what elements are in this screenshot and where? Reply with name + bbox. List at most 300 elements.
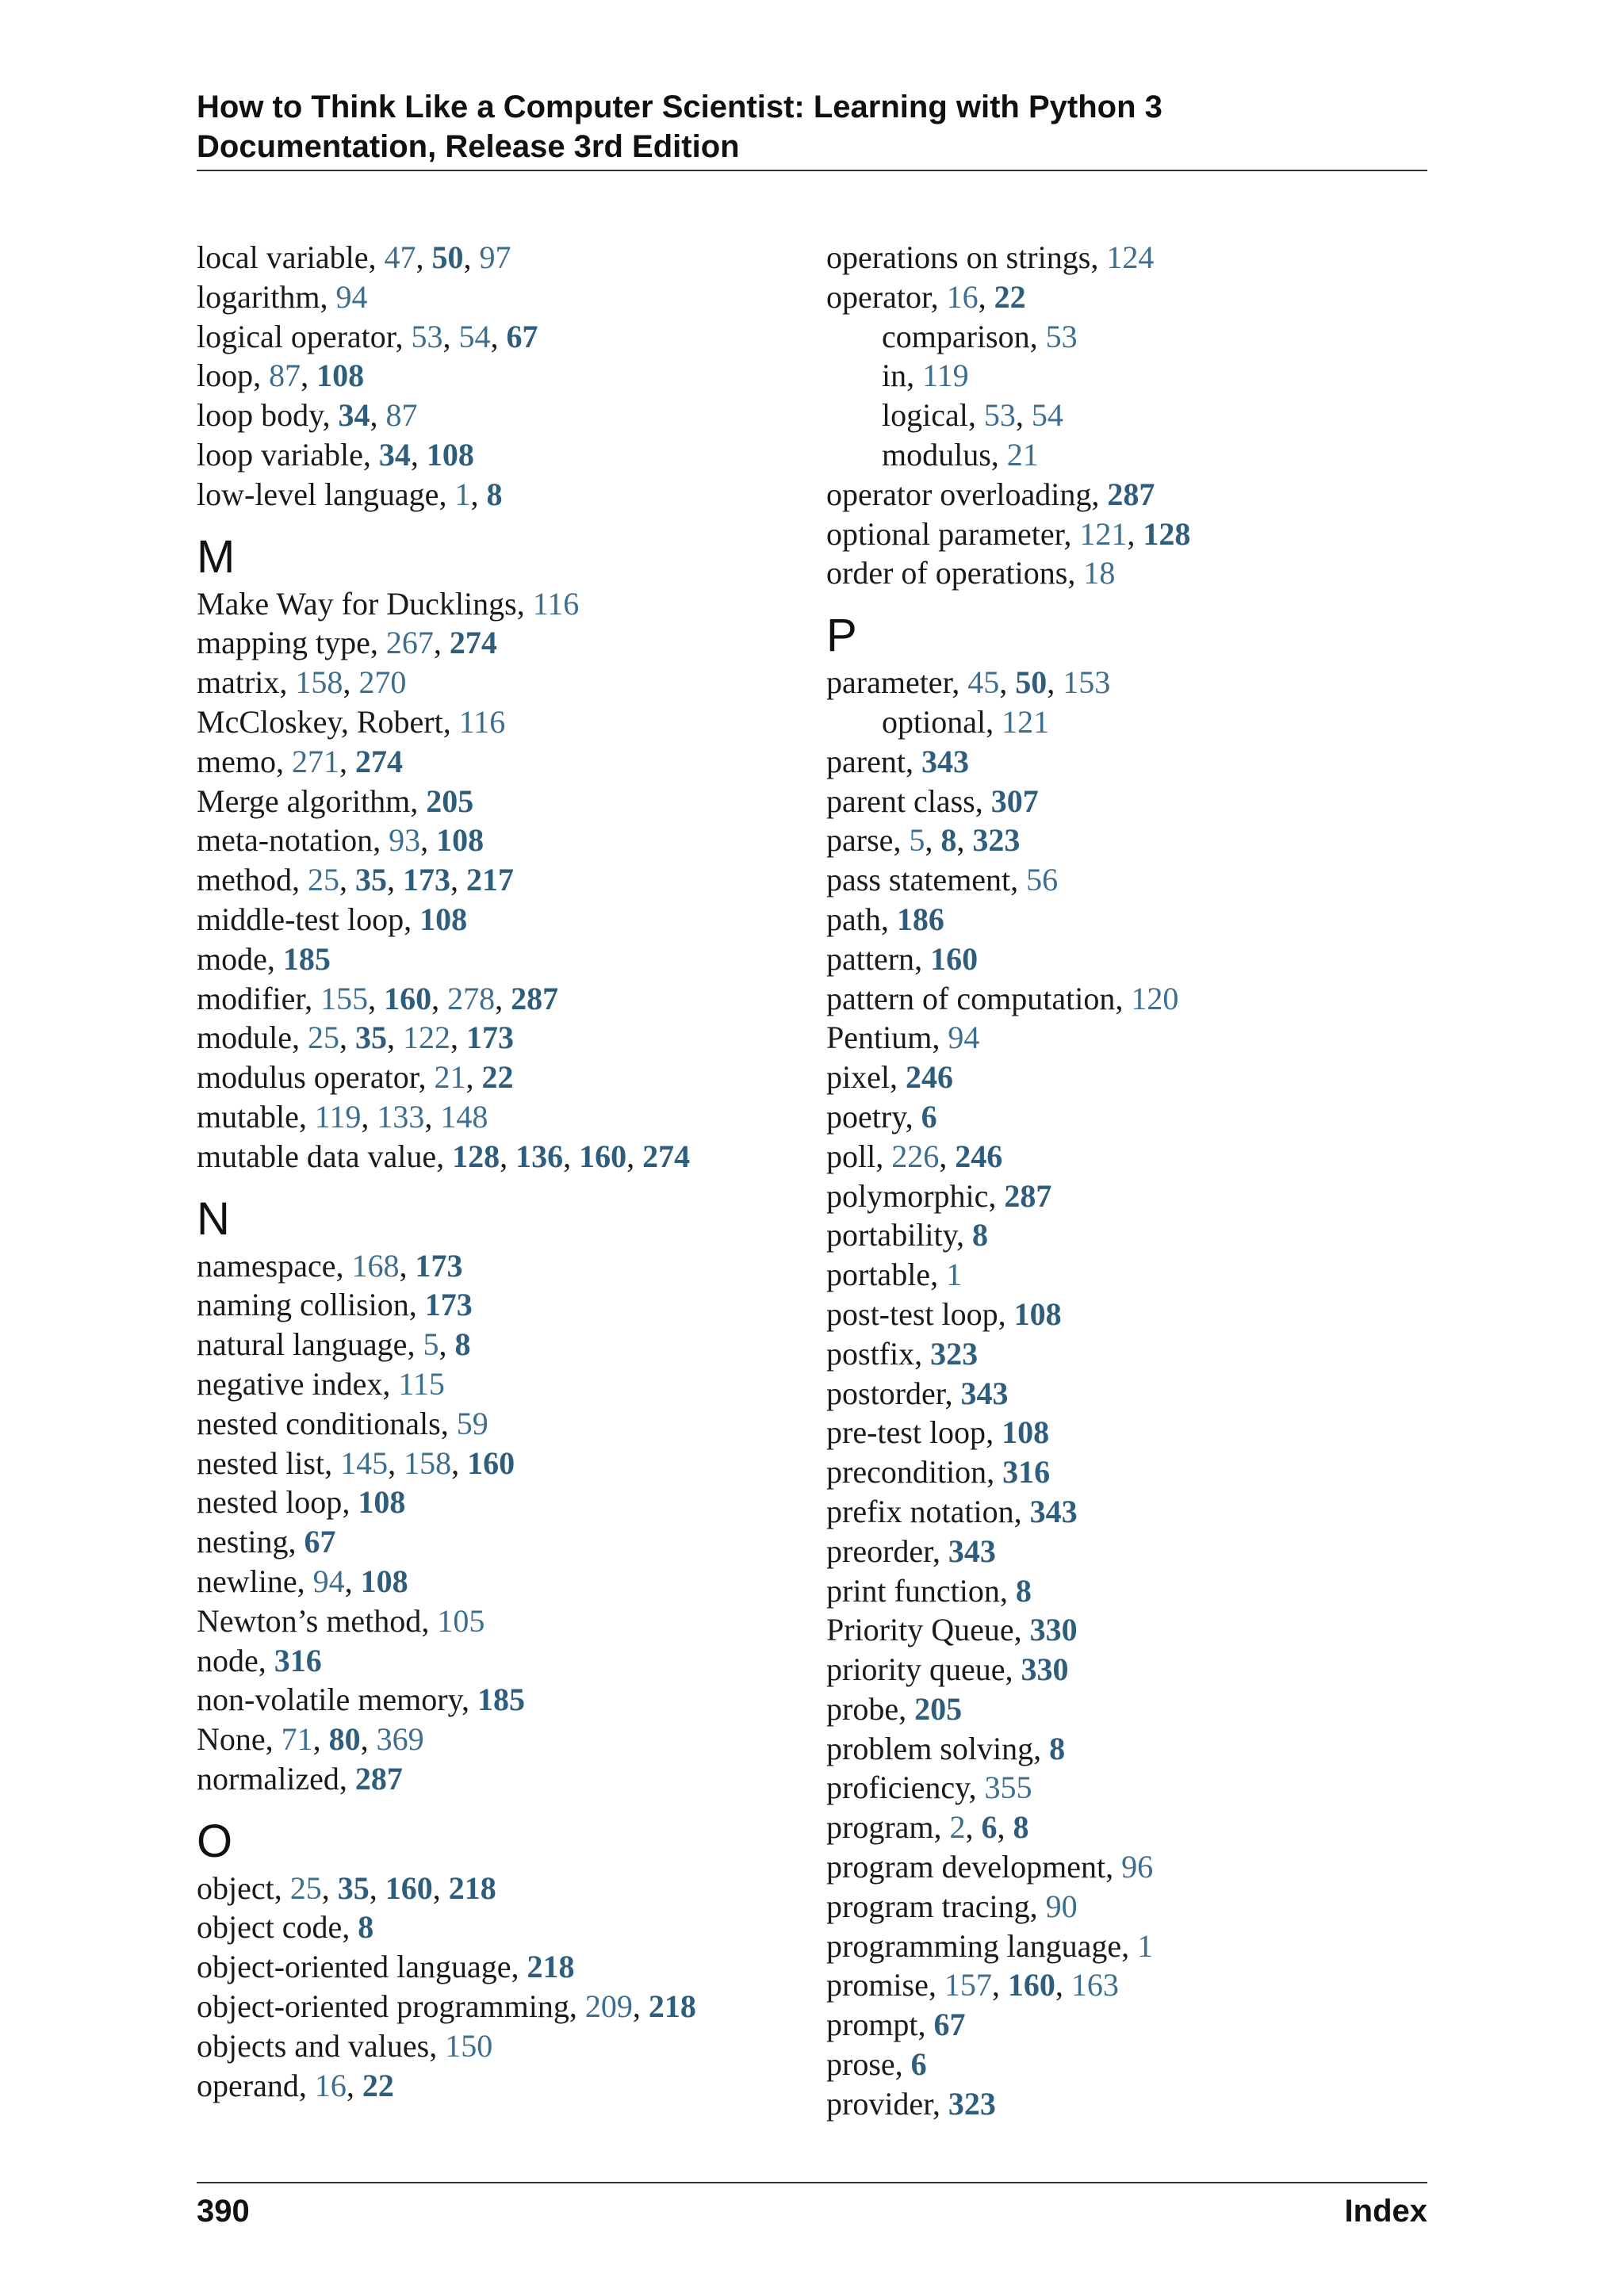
page-ref-link[interactable]: 343 <box>1029 1493 1078 1529</box>
separator: , <box>301 358 317 394</box>
index-entry <box>826 860 1429 900</box>
separator: , <box>386 1020 403 1056</box>
page-ref-link[interactable]: 108 <box>426 436 474 473</box>
page-ref-link[interactable]: 278 <box>447 980 496 1016</box>
index-term: loop variable <box>197 436 363 473</box>
index-entry <box>826 979 1429 1019</box>
index-entry <box>826 2005 1429 2045</box>
index-term: operand <box>197 2067 299 2103</box>
separator: , <box>321 1869 338 1906</box>
separator: , <box>368 239 385 275</box>
index-entry <box>826 238 1429 277</box>
page-ref-link[interactable]: 160 <box>467 1445 515 1481</box>
separator: , <box>1015 397 1032 434</box>
page-ref-link[interactable]: 267 <box>385 625 434 661</box>
index-term: matrix <box>197 664 280 701</box>
index-entry <box>197 1947 799 1987</box>
page-ref-link[interactable]: 153 <box>1063 664 1111 701</box>
page-ref-link[interactable]: 270 <box>358 664 407 701</box>
index-entry <box>197 939 799 979</box>
separator: , <box>470 476 487 512</box>
index-term: prompt <box>826 2007 918 2043</box>
index-term: pre-test loop <box>826 1414 986 1451</box>
index-term: memo <box>197 743 276 779</box>
separator: , <box>933 1809 950 1846</box>
separator: , <box>1067 555 1084 591</box>
index-letter-heading: P <box>826 610 857 662</box>
index-entry <box>197 1483 799 1522</box>
index-entry <box>197 1720 799 1759</box>
separator: , <box>360 1721 377 1758</box>
index-term: logical <box>882 397 968 434</box>
page-ref-link[interactable]: 94 <box>312 1563 345 1599</box>
index-term: object <box>197 1869 274 1906</box>
page-ref-link[interactable]: 287 <box>354 1760 403 1797</box>
index-term: prose <box>826 2046 895 2083</box>
index-subentry <box>826 317 1429 357</box>
page-ref-link[interactable]: 323 <box>948 2085 996 2122</box>
separator: , <box>439 1326 455 1363</box>
index-term: mapping type <box>197 625 370 661</box>
index-entry <box>197 860 799 900</box>
page-ref-link[interactable]: 115 <box>398 1365 445 1402</box>
page-ref-link[interactable]: 80 <box>328 1721 361 1758</box>
index-term: probe <box>826 1690 899 1727</box>
index-term: priority queue <box>826 1651 1005 1688</box>
page-ref-link[interactable]: 1 <box>1137 1927 1154 1964</box>
page-ref-link[interactable]: 108 <box>316 358 365 394</box>
page-ref-link[interactable]: 218 <box>448 1869 496 1906</box>
page-ref-link[interactable]: 16 <box>314 2067 347 2103</box>
separator: , <box>297 1563 313 1599</box>
page-ref-link[interactable]: 6 <box>910 2046 927 2083</box>
page-ref-link[interactable]: 25 <box>307 862 339 898</box>
page-ref-link[interactable]: 56 <box>1026 862 1059 898</box>
page-ref-link[interactable]: 133 <box>377 1098 425 1135</box>
index-entry <box>197 584 799 624</box>
page-ref-link[interactable]: 226 <box>891 1138 940 1174</box>
page-ref-link[interactable]: 21 <box>434 1059 466 1096</box>
index-entry <box>197 435 799 475</box>
separator: , <box>932 1533 948 1569</box>
index-entry <box>197 1444 799 1483</box>
index-term: pattern <box>826 940 915 977</box>
page-ref-link[interactable]: 271 <box>291 743 339 779</box>
index-term: McCloskey, Robert <box>197 703 443 740</box>
page-ref-link[interactable]: 96 <box>1121 1849 1154 1885</box>
separator: , <box>421 1602 438 1639</box>
page-ref-link[interactable]: 8 <box>1013 1809 1029 1846</box>
page-ref-link[interactable]: 323 <box>972 822 1021 859</box>
separator: , <box>914 940 931 977</box>
separator: , <box>1047 664 1063 701</box>
separator: , <box>324 1445 341 1481</box>
index-letter-heading: N <box>197 1192 230 1245</box>
separator: , <box>461 1682 477 1718</box>
index-term: middle-test loop <box>197 901 404 937</box>
page-ref-link[interactable]: 21 <box>1006 436 1039 473</box>
page-ref-link[interactable]: 108 <box>360 1563 408 1599</box>
separator: , <box>898 1690 915 1727</box>
index-term: non-volatile memory <box>197 1682 462 1718</box>
separator: , <box>932 1020 948 1056</box>
index-entry <box>197 1246 799 1286</box>
page-ref-link[interactable]: 186 <box>896 901 944 937</box>
page-ref-link[interactable]: 157 <box>944 1967 992 2003</box>
page-ref-link[interactable]: 120 <box>1131 980 1179 1016</box>
page-ref-link[interactable]: 8 <box>940 822 957 859</box>
page-ref-link[interactable]: 90 <box>1045 1888 1078 1924</box>
page-ref-link[interactable]: 1 <box>454 476 471 512</box>
page-ref-link[interactable]: 108 <box>1002 1414 1050 1451</box>
page-ref-link[interactable]: 121 <box>1079 515 1128 552</box>
index-term: poll <box>826 1138 876 1174</box>
page-ref-link[interactable]: 35 <box>354 862 387 898</box>
page-ref-link[interactable]: 87 <box>385 397 418 434</box>
separator: , <box>999 1572 1016 1609</box>
page-ref-link[interactable]: 355 <box>984 1770 1032 1806</box>
page-ref-link[interactable]: 22 <box>994 278 1026 315</box>
index-term: pass statement <box>826 862 1011 898</box>
page-ref-link[interactable]: 246 <box>905 1059 953 1096</box>
page-ref-link[interactable]: 205 <box>914 1690 963 1727</box>
page-ref-link[interactable]: 274 <box>642 1138 691 1174</box>
page-ref-link[interactable]: 6 <box>921 1098 937 1135</box>
page-ref-link[interactable]: 34 <box>338 397 370 434</box>
page-ref-link[interactable]: 217 <box>465 862 514 898</box>
page-ref-link[interactable]: 2 <box>949 1809 966 1846</box>
page-ref-link[interactable]: 168 <box>351 1247 400 1284</box>
separator: , <box>999 664 1016 701</box>
index-term: Newton’s method <box>197 1602 422 1639</box>
page-ref-link[interactable]: 119 <box>922 358 969 394</box>
page-ref-link[interactable]: 330 <box>1029 1612 1078 1648</box>
index-entry <box>826 1729 1429 1769</box>
index-term: in <box>882 358 907 394</box>
page-ref-link[interactable]: 160 <box>579 1138 627 1174</box>
index-term: Make Way for Ducklings <box>197 585 517 622</box>
page-ref-link[interactable]: 163 <box>1071 1967 1119 2003</box>
page-ref-link[interactable]: 67 <box>933 2007 966 2043</box>
index-entry <box>197 742 799 782</box>
page-ref-link[interactable]: 316 <box>1002 1454 1051 1490</box>
index-entry <box>826 663 1429 702</box>
separator: , <box>275 743 292 779</box>
separator: , <box>386 862 403 898</box>
separator: , <box>304 980 321 1016</box>
separator: , <box>495 980 511 1016</box>
page-ref-link[interactable]: 218 <box>648 1988 696 2025</box>
page-ref-link[interactable]: 18 <box>1083 555 1116 591</box>
page-ref-link[interactable]: 105 <box>437 1602 485 1639</box>
page-ref-link[interactable]: 50 <box>1015 664 1048 701</box>
page-ref-link[interactable]: 343 <box>960 1375 1009 1411</box>
index-letter-heading: O <box>197 1815 233 1867</box>
index-entry <box>826 900 1429 939</box>
page-ref-link[interactable]: 5 <box>909 822 925 859</box>
footer-rule <box>197 2182 1427 2183</box>
page-ref-link[interactable]: 173 <box>402 862 450 898</box>
page-ref-link[interactable]: 35 <box>354 1020 387 1056</box>
page-ref-link[interactable]: 330 <box>1021 1651 1069 1688</box>
page-ref-link[interactable]: 94 <box>948 1020 980 1056</box>
index-entry <box>197 1759 799 1799</box>
page-ref-link[interactable]: 34 <box>378 436 411 473</box>
separator: , <box>978 278 994 315</box>
index-entry <box>197 1601 799 1641</box>
page-ref-link[interactable]: 8 <box>1049 1730 1066 1766</box>
separator: , <box>291 1020 308 1056</box>
separator: , <box>1013 1493 1030 1529</box>
index-entry <box>197 1562 799 1601</box>
separator: , <box>298 2067 315 2103</box>
index-term: newline <box>197 1563 297 1599</box>
separator: , <box>433 625 450 661</box>
page-ref-link[interactable]: 6 <box>981 1809 998 1846</box>
index-term: node <box>197 1642 259 1678</box>
index-entry <box>826 1571 1429 1611</box>
index-term: proficiency <box>826 1770 969 1806</box>
index-entry <box>826 1058 1429 1097</box>
page-ref-link[interactable]: 173 <box>424 1287 473 1323</box>
separator: , <box>266 940 283 977</box>
page-ref-link[interactable]: 287 <box>1004 1177 1052 1214</box>
page-ref-link[interactable]: 59 <box>456 1405 488 1441</box>
index-entry <box>197 1908 799 1947</box>
index-term: object code <box>197 1909 343 1946</box>
index-entry <box>826 1413 1429 1452</box>
index-term: loop body <box>197 397 323 434</box>
separator: , <box>998 1295 1014 1332</box>
index-term: loop <box>197 358 254 394</box>
page-ref-link[interactable]: 128 <box>1143 515 1191 552</box>
index-term: portable <box>826 1257 931 1293</box>
page-ref-link[interactable]: 8 <box>972 1217 989 1253</box>
page-ref-link[interactable]: 122 <box>402 1020 450 1056</box>
separator: , <box>298 1098 315 1135</box>
separator: , <box>407 1326 423 1363</box>
page-ref-link[interactable]: 25 <box>289 1869 322 1906</box>
page-ref-link[interactable]: 124 <box>1106 239 1155 275</box>
page-ref-link[interactable]: 108 <box>1013 1295 1062 1332</box>
separator: , <box>410 783 427 819</box>
index-term: preorder <box>826 1533 933 1569</box>
separator: , <box>343 664 359 701</box>
separator: , <box>320 278 336 315</box>
page-ref-link[interactable]: 246 <box>955 1138 1003 1174</box>
index-term: programming language <box>826 1927 1122 1964</box>
separator: , <box>893 822 910 859</box>
separator: , <box>569 1988 585 2025</box>
index-entry <box>826 1689 1429 1729</box>
separator: , <box>905 1098 921 1135</box>
index-entry <box>826 1177 1429 1216</box>
separator: , <box>986 703 1002 740</box>
index-term: low-level language <box>197 476 439 512</box>
index-entry <box>197 1097 799 1137</box>
page-ref-link[interactable]: 50 <box>431 239 464 275</box>
separator: , <box>410 436 427 473</box>
separator: , <box>339 1760 355 1797</box>
index-term: prefix notation <box>826 1493 1014 1529</box>
page-ref-link[interactable]: 108 <box>436 822 485 859</box>
separator: , <box>370 397 386 434</box>
separator: , <box>956 822 973 859</box>
page-ref-link[interactable]: 8 <box>358 1909 374 1946</box>
page-ref-link[interactable]: 87 <box>269 358 301 394</box>
index-subentry <box>826 702 1429 742</box>
separator: , <box>382 1365 399 1402</box>
index-term: mutable data value <box>197 1138 437 1174</box>
page-ref-link[interactable]: 160 <box>930 940 979 977</box>
separator: , <box>563 1138 580 1174</box>
page-ref-link[interactable]: 97 <box>479 239 511 275</box>
page-ref-link[interactable]: 205 <box>426 783 474 819</box>
separator: , <box>905 743 921 779</box>
page-ref-link[interactable]: 22 <box>362 2067 394 2103</box>
page-ref-link[interactable]: 54 <box>1031 397 1063 434</box>
index-entry <box>197 1058 799 1097</box>
separator: , <box>1029 1888 1046 1924</box>
page-ref-link[interactable]: 93 <box>389 822 421 859</box>
page-ref-link[interactable]: 150 <box>445 2027 493 2064</box>
page-ref-link[interactable]: 307 <box>990 783 1039 819</box>
index-entry <box>197 238 799 277</box>
page-ref-link[interactable]: 67 <box>506 318 538 354</box>
separator: , <box>917 2007 934 2043</box>
page-ref-link[interactable]: 53 <box>411 318 443 354</box>
page-ref-link[interactable]: 185 <box>282 940 331 977</box>
page-ref-link[interactable]: 116 <box>458 703 506 740</box>
page-ref-link[interactable]: 160 <box>385 1869 433 1906</box>
page-ref-link[interactable]: 158 <box>295 664 343 701</box>
separator: , <box>463 239 480 275</box>
separator: , <box>956 1217 973 1253</box>
page-ref-link[interactable]: 323 <box>930 1335 979 1372</box>
index-entry <box>826 1532 1429 1571</box>
page-ref-link[interactable]: 128 <box>452 1138 500 1174</box>
page-ref-link[interactable]: 145 <box>340 1445 389 1481</box>
page-ref-link[interactable]: 94 <box>335 278 368 315</box>
page-ref-link[interactable]: 108 <box>419 901 468 937</box>
page-ref-link[interactable]: 16 <box>946 278 979 315</box>
index-term: pixel <box>826 1059 890 1096</box>
separator: , <box>988 1177 1005 1214</box>
separator: , <box>362 436 379 473</box>
page-ref-link[interactable]: 53 <box>1045 318 1078 354</box>
separator: , <box>967 397 984 434</box>
page-ref-link[interactable]: 343 <box>921 743 969 779</box>
index-term: method <box>197 862 292 898</box>
separator: , <box>258 1642 274 1678</box>
page-ref-link[interactable]: 47 <box>384 239 416 275</box>
index-term: comparison <box>882 318 1030 354</box>
page-ref-link[interactable]: 67 <box>304 1524 336 1560</box>
page-ref-link[interactable]: 369 <box>376 1721 424 1758</box>
index-entry <box>197 1680 799 1720</box>
page-ref-link[interactable]: 274 <box>449 625 497 661</box>
separator: , <box>451 1445 468 1481</box>
separator: , <box>440 1405 457 1441</box>
page-ref-link[interactable]: 343 <box>948 1533 996 1569</box>
page-ref-link[interactable]: 185 <box>477 1682 525 1718</box>
page-ref-link[interactable]: 5 <box>423 1326 439 1363</box>
index-term: path <box>826 901 881 937</box>
index-entry <box>197 979 799 1019</box>
separator: , <box>436 1138 453 1174</box>
index-term: postorder <box>826 1375 945 1411</box>
page-ref-link[interactable]: 1 <box>946 1257 963 1293</box>
page-ref-link[interactable]: 160 <box>1007 1967 1055 2003</box>
page-ref-link[interactable]: 8 <box>486 476 503 512</box>
page-ref-link[interactable]: 119 <box>314 1098 362 1135</box>
page-ref-link[interactable]: 121 <box>1002 703 1050 740</box>
page-ref-link[interactable]: 116 <box>532 585 580 622</box>
page-ref-link[interactable]: 158 <box>404 1445 452 1481</box>
page-ref-link[interactable]: 8 <box>454 1326 471 1363</box>
page-ref-link[interactable]: 316 <box>274 1642 322 1678</box>
separator: , <box>465 1059 482 1096</box>
separator: , <box>1055 1967 1071 2003</box>
separator: , <box>1115 980 1132 1016</box>
page-ref-link[interactable]: 209 <box>584 1988 633 2025</box>
index-term: nested loop <box>197 1484 343 1521</box>
page-ref-link[interactable]: 136 <box>515 1138 564 1174</box>
separator: , <box>952 664 968 701</box>
index-term: optional parameter <box>826 515 1064 552</box>
page-ref-link[interactable]: 155 <box>320 980 369 1016</box>
page-ref-link[interactable]: 8 <box>1015 1572 1032 1609</box>
index-term: polymorphic <box>826 1177 989 1214</box>
page-ref-link[interactable]: 173 <box>465 1020 514 1056</box>
index-entry <box>826 1295 1429 1334</box>
index-entry <box>826 1650 1429 1689</box>
separator: , <box>346 2067 362 2103</box>
separator: , <box>265 1721 282 1758</box>
page-ref-link[interactable]: 22 <box>481 1059 514 1096</box>
index-term: parent <box>826 743 906 779</box>
page-ref-link[interactable]: 218 <box>527 1949 575 1985</box>
separator: , <box>274 1869 290 1906</box>
page-ref-link[interactable]: 287 <box>511 980 559 1016</box>
page-ref-link[interactable]: 53 <box>983 397 1016 434</box>
separator: , <box>408 1287 425 1323</box>
index-term: natural language <box>197 1326 408 1363</box>
separator: , <box>1033 1730 1050 1766</box>
index-term: Merge algorithm <box>197 783 411 819</box>
page-ref-link[interactable]: 274 <box>354 743 403 779</box>
page-ref-link[interactable]: 25 <box>307 1020 339 1056</box>
page-ref-link[interactable]: 108 <box>358 1484 406 1521</box>
header-rule <box>197 170 1427 171</box>
index-term: postfix <box>826 1335 915 1372</box>
separator: , <box>424 1098 441 1135</box>
index-letter-heading: M <box>197 530 236 583</box>
separator: , <box>335 1247 352 1284</box>
page-ref-link[interactable]: 35 <box>337 1869 370 1906</box>
page-ref-link[interactable]: 54 <box>458 318 491 354</box>
page-ref-link[interactable]: 45 <box>967 664 1000 701</box>
page-ref-link[interactable]: 148 <box>440 1098 488 1135</box>
separator: , <box>928 1967 944 2003</box>
page-ref-link[interactable]: 173 <box>415 1247 463 1284</box>
page-ref-link[interactable]: 71 <box>281 1721 313 1758</box>
index-term: post-test loop <box>826 1295 998 1332</box>
index-entry <box>826 1097 1429 1137</box>
page-ref-link[interactable]: 160 <box>384 980 432 1016</box>
index-entry <box>826 782 1429 821</box>
page-ref-link[interactable]: 287 <box>1107 476 1155 512</box>
